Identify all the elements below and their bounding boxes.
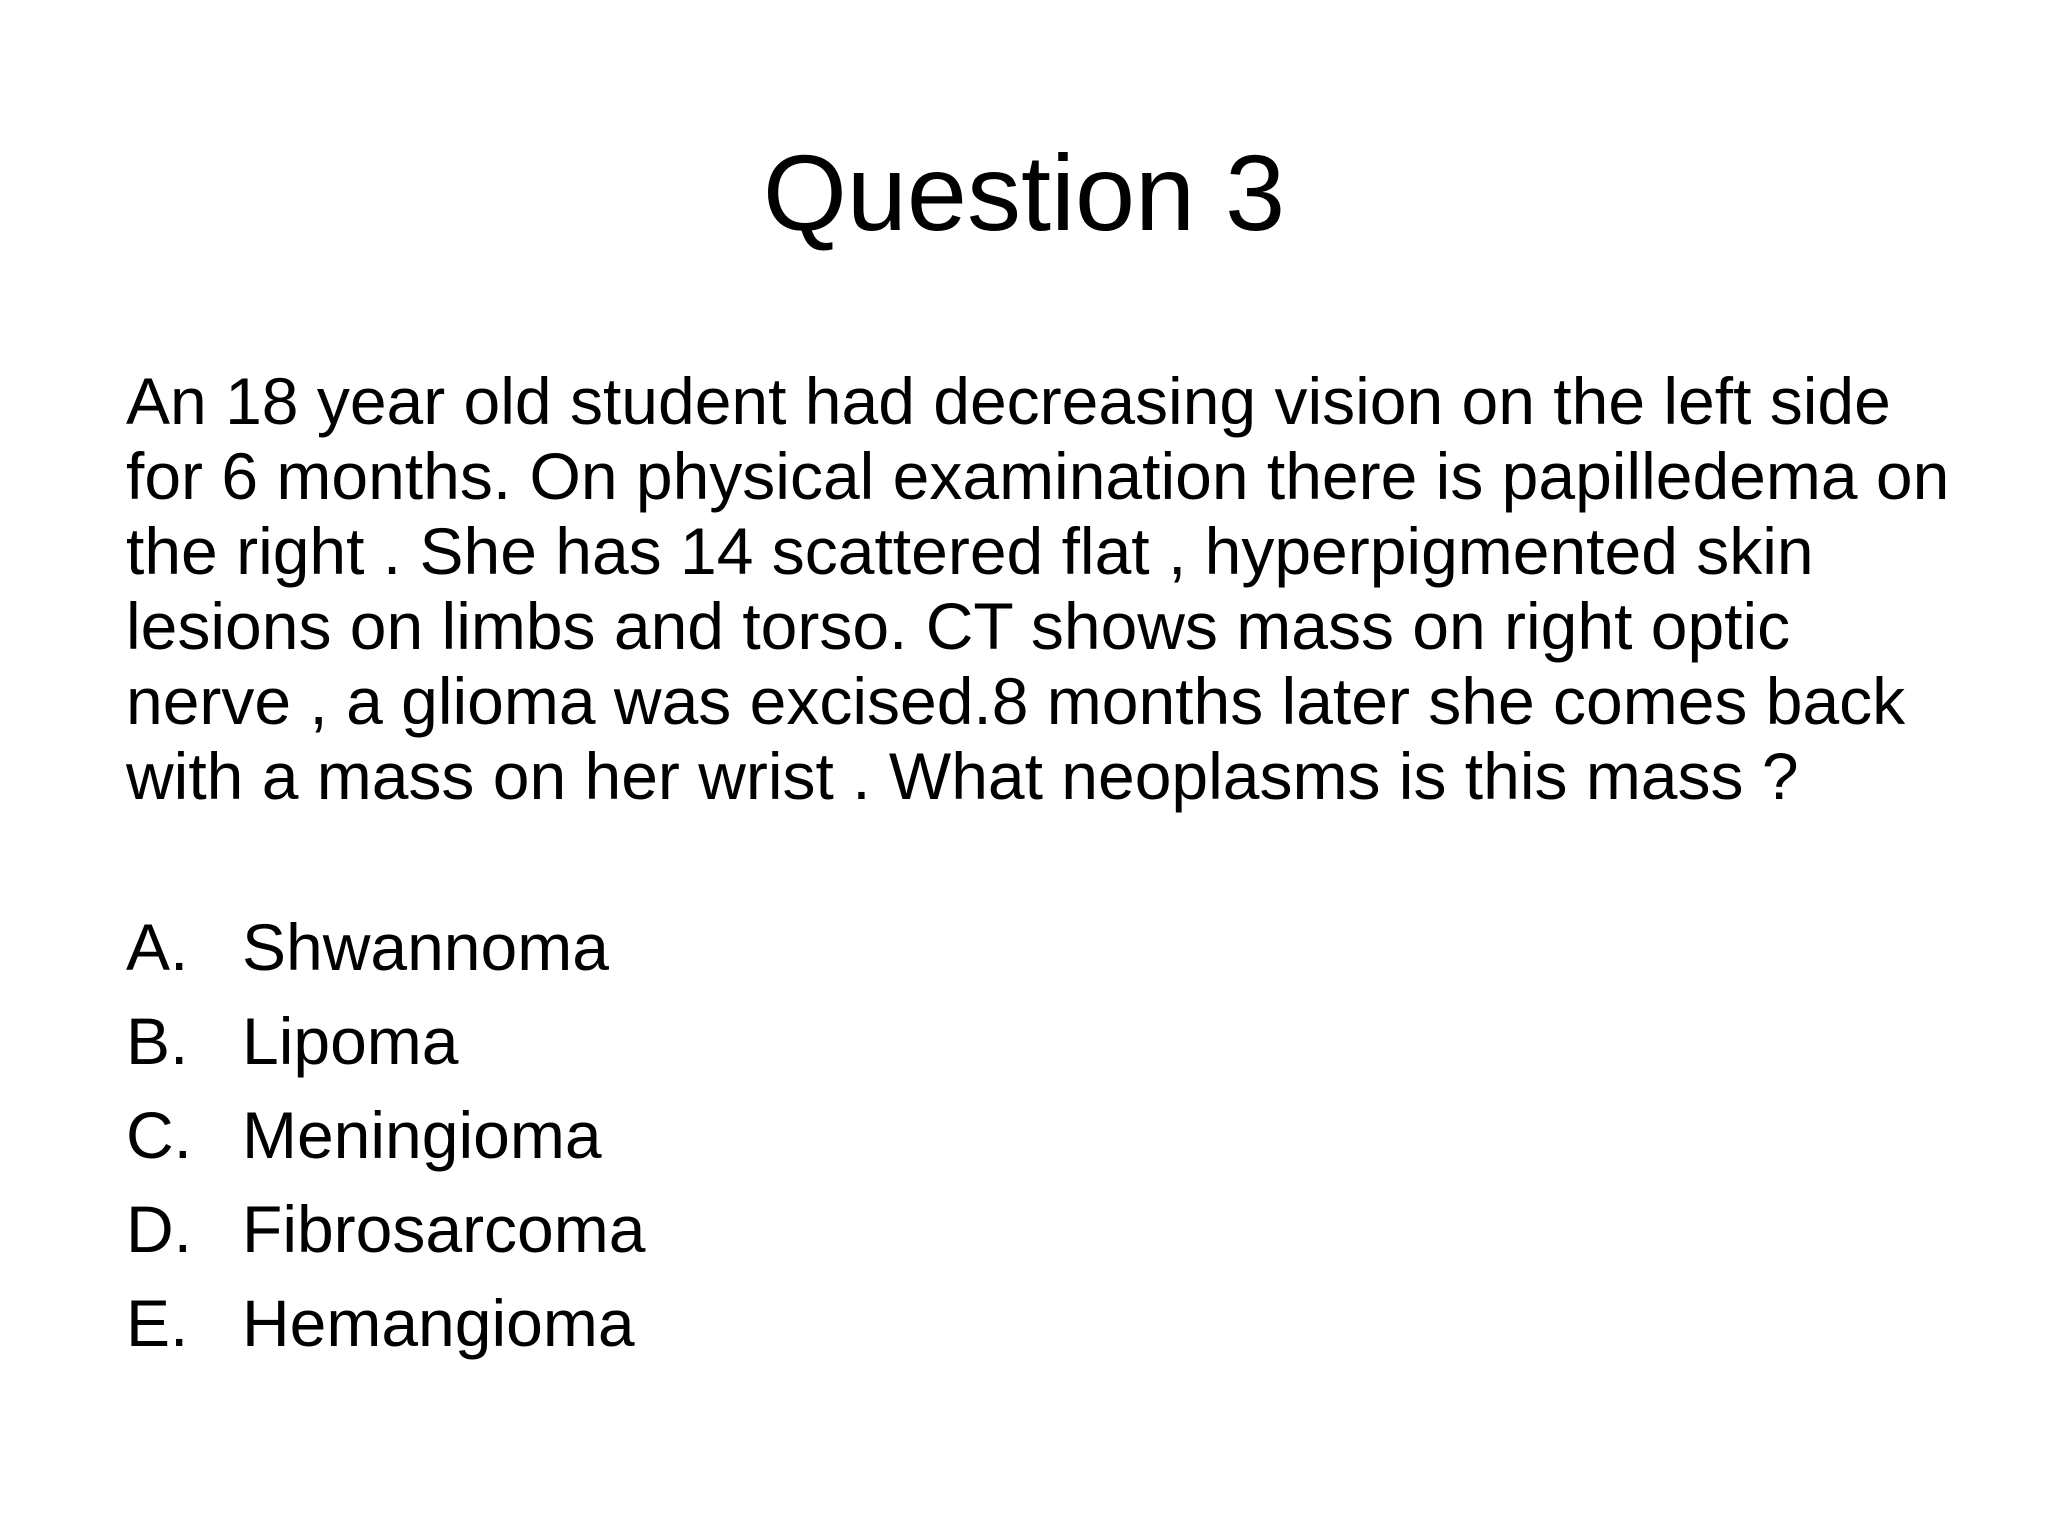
question-text: An 18 year old student had decreasing vision on the left side for 6 months. On physical examination there is papilledema on the right . She has 14 scattered flat , hyperpigmented skin lesions on limbs and torso. CT shows mass on right optic nerve , a glioma was excised.8 months later she comes back with a mass on her wrist . What neoplasms is this mass ? [126, 364, 1950, 813]
answer-option-e [126, 1276, 1626, 1370]
option-letter: D. [126, 1192, 192, 1266]
option-text: Shwannoma [242, 910, 609, 984]
option-letter: C. [126, 1098, 192, 1172]
option-text: Fibrosarcoma [242, 1192, 646, 1266]
option-text: Hemangioma [242, 1286, 635, 1360]
option-letter: A. [126, 910, 189, 984]
option-text: Lipoma [242, 1004, 459, 1078]
answer-option-d [126, 1182, 1626, 1276]
answer-option-a [126, 900, 1626, 994]
answer-option-b [126, 994, 1626, 1088]
option-letter: B. [126, 1004, 189, 1078]
option-text: Meningioma [242, 1098, 602, 1172]
answer-option-c [126, 1088, 1626, 1182]
slide-title: Question 3 [762, 132, 1286, 253]
answer-options-list [126, 900, 1626, 1370]
option-letter: E. [126, 1286, 189, 1360]
